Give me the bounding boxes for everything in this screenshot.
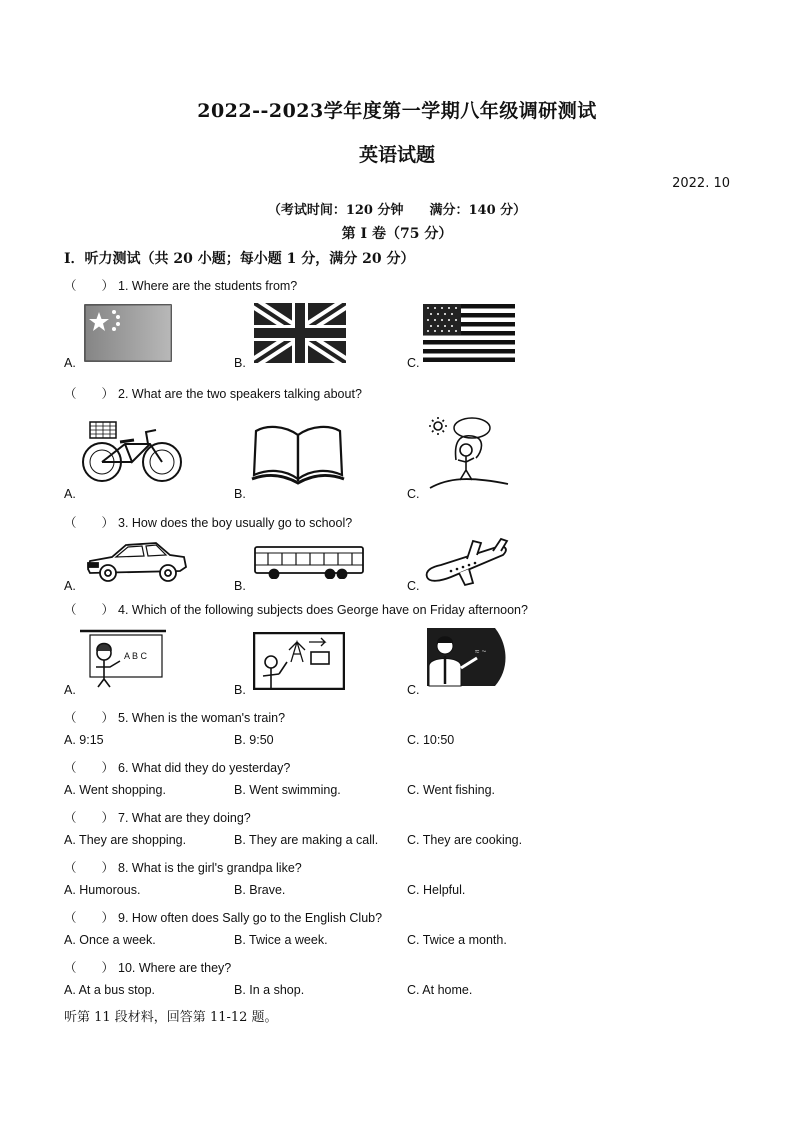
exam-info: （考试时间：120 分钟 满分：140 分）	[267, 203, 527, 218]
option-c[interactable]: C. Went fishing.	[407, 783, 496, 797]
volume-label: 第 I 卷（75 分）	[341, 226, 453, 242]
option-c-label[interactable]: C.	[407, 579, 420, 593]
question-3	[64, 513, 352, 531]
bus-image	[254, 545, 364, 579]
option-b[interactable]: B. Twice a week.	[234, 933, 328, 947]
question-2	[64, 384, 362, 402]
option-a[interactable]: A. They are shopping.	[64, 833, 187, 847]
svg-text:≈ ~: ≈ ~	[475, 647, 487, 656]
section-heading: I．听力测试（共 20 小题；每小题 1 分，满分 20 分）	[64, 251, 415, 267]
question-text: 10. Where are they?	[118, 961, 232, 975]
option-c[interactable]: C. Twice a month.	[407, 933, 507, 947]
option-a[interactable]: A. At a bus stop.	[64, 983, 156, 997]
svg-text:A B C: A B C	[124, 651, 148, 661]
question-9	[64, 908, 382, 926]
teacher-abc-board-image	[80, 627, 166, 689]
exam-date: 2022. 10	[672, 176, 730, 191]
question-text: 5. When is the woman's train?	[118, 711, 286, 725]
question-text: 6. What did they do yesterday?	[118, 761, 291, 775]
answer-blank[interactable]: （ ）	[64, 811, 115, 825]
option-c[interactable]: C. At home.	[407, 983, 473, 997]
question-10	[64, 958, 231, 976]
question-text: 9. How often does Sally go to the English Club?	[118, 911, 383, 925]
option-b-label[interactable]: B.	[234, 487, 246, 501]
answer-blank[interactable]: （ ）	[64, 711, 115, 725]
answer-blank[interactable]: （ ）	[64, 516, 115, 530]
answer-blank[interactable]: （ ）	[64, 961, 115, 975]
question-8	[64, 858, 302, 876]
china-flag-image	[84, 304, 172, 362]
answer-blank[interactable]: （ ）	[64, 603, 115, 617]
question-text: 4. Which of the following subjects does George have on Friday afternoon?	[118, 603, 528, 617]
page-title: 2022--2023学年度第一学期八年级调研测试	[197, 100, 597, 122]
question-text: 2. What are the two speakers talking about?	[118, 387, 362, 401]
option-b[interactable]: B. 9:50	[234, 733, 274, 747]
listening-instruction: 听第 11 段材料，回答第 11-12 题。	[64, 1010, 278, 1025]
teacher-diagram-board-image	[253, 632, 345, 690]
option-a[interactable]: A. Humorous.	[64, 883, 141, 897]
airplane-image	[421, 537, 509, 587]
open-book-image	[250, 423, 346, 485]
option-c-label[interactable]: C.	[407, 356, 420, 370]
option-c[interactable]: C. Helpful.	[407, 883, 466, 897]
question-text: 7. What are they doing?	[118, 811, 251, 825]
answer-blank[interactable]: （ ）	[64, 911, 115, 925]
option-c-label[interactable]: C.	[407, 683, 420, 697]
question-5	[64, 708, 285, 726]
question-text: 1. Where are the students from?	[118, 279, 298, 293]
option-a[interactable]: A. Went shopping.	[64, 783, 166, 797]
question-text: 3. How does the boy usually go to school?	[118, 516, 353, 530]
option-c[interactable]: C. 10:50	[407, 733, 455, 747]
question-4	[64, 600, 528, 618]
answer-blank[interactable]: （ ）	[64, 387, 115, 401]
usa-flag-image	[423, 304, 515, 362]
page-subtitle: 英语试题	[358, 144, 435, 166]
question-1	[64, 276, 297, 294]
car-image	[84, 537, 188, 587]
option-a[interactable]: A. Once a week.	[64, 933, 156, 947]
option-b[interactable]: B. They are making a call.	[234, 833, 379, 847]
option-b[interactable]: B. Went swimming.	[234, 783, 341, 797]
option-a-label[interactable]: A.	[64, 683, 76, 697]
option-a[interactable]: A. 9:15	[64, 733, 104, 747]
option-b-label[interactable]: B.	[234, 356, 246, 370]
answer-blank[interactable]: （ ）	[64, 279, 115, 293]
question-6	[64, 758, 290, 776]
option-c-label[interactable]: C.	[407, 487, 420, 501]
answer-blank[interactable]: （ ）	[64, 761, 115, 775]
option-a-label[interactable]: A.	[64, 356, 76, 370]
option-a-label[interactable]: A.	[64, 487, 76, 501]
question-7	[64, 808, 251, 826]
option-c[interactable]: C. They are cooking.	[407, 833, 523, 847]
option-b[interactable]: B. In a shop.	[234, 983, 305, 997]
bicycle-image	[80, 414, 184, 484]
option-a-label[interactable]: A.	[64, 579, 76, 593]
teacher-blackboard-image	[425, 626, 509, 688]
child-skipping-rope-image	[428, 414, 510, 492]
option-b-label[interactable]: B.	[234, 683, 246, 697]
answer-blank[interactable]: （ ）	[64, 861, 115, 875]
option-b-label[interactable]: B.	[234, 579, 246, 593]
question-text: 8. What is the girl's grandpa like?	[118, 861, 302, 875]
uk-flag-image	[254, 303, 346, 363]
option-b[interactable]: B. Brave.	[234, 883, 286, 897]
